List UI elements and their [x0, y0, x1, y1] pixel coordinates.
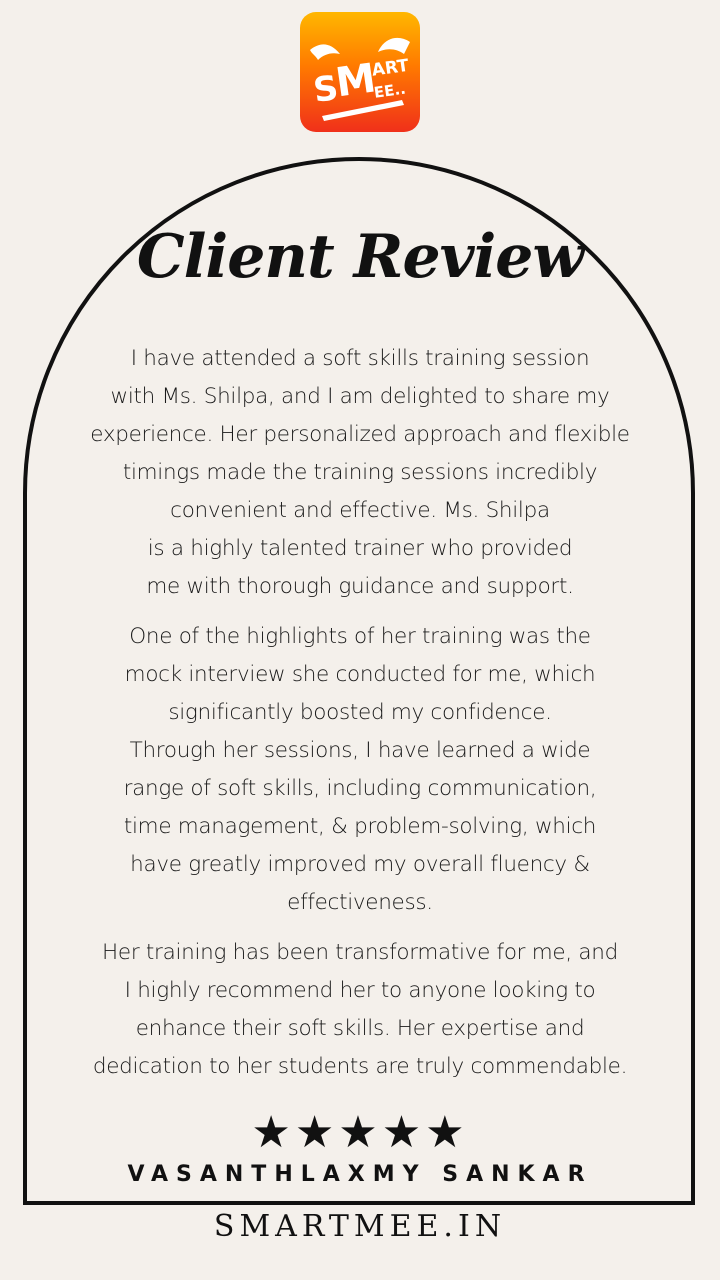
review-line: Her training has been transformative for me, and	[102, 940, 618, 965]
review-line: time management, & problem-solving, which	[123, 814, 597, 839]
review-line: effectiveness.	[287, 890, 433, 915]
svg-text:EE..: EE..	[372, 79, 407, 102]
svg-text:M: M	[332, 55, 379, 107]
svg-text:S: S	[310, 68, 341, 112]
review-line: is a highly talented trainer who provided	[147, 536, 573, 561]
review-paragraph	[40, 934, 680, 1086]
review-line: with Ms. Shilpa, and I am delighted to share my	[110, 384, 610, 409]
review-line: I have attended a soft skills training session	[130, 346, 590, 371]
rating-stars	[0, 1108, 720, 1158]
review-line: One of the highlights of her training was the	[129, 624, 591, 649]
review-paragraph	[40, 340, 680, 606]
review-line: significantly boosted my confidence.	[168, 700, 552, 725]
website-url: SMARTMEE.IN	[213, 1209, 507, 1244]
review-text	[40, 340, 680, 1098]
review-line: dedication to her students are truly commendable.	[92, 1054, 628, 1079]
star-icon: ★	[338, 1107, 382, 1158]
svg-text:ART: ART	[370, 55, 411, 81]
star-icon: ★	[381, 1107, 426, 1158]
smartmee-logo	[300, 12, 420, 132]
review-line: enhance their soft skills. Her expertise and	[135, 1016, 585, 1041]
review-line: mock interview she conducted for me, which	[124, 662, 596, 687]
review-line: have greatly improved my overall fluency &	[130, 852, 590, 877]
review-line: me with thorough guidance and support.	[146, 574, 574, 599]
star-icon: ★	[251, 1107, 295, 1158]
reviewer-name: VASANTHLAXMY SANKAR	[127, 1162, 593, 1187]
review-line: Through her sessions, I have learned a wide	[129, 738, 591, 763]
star-icon: ★	[425, 1107, 469, 1158]
review-line: range of soft skills, including communication,	[123, 776, 597, 801]
review-line: experience. Her personalized approach and flexible	[90, 422, 630, 447]
review-line: I highly recommend her to anyone looking to	[124, 978, 596, 1003]
page-title: Client Review	[136, 222, 584, 292]
review-line: convenient and effective. Ms. Shilpa	[170, 498, 550, 523]
review-line: timings made the training sessions incredibly	[122, 460, 598, 485]
star-icon: ★	[294, 1107, 339, 1158]
review-paragraph	[40, 618, 680, 922]
smartmee-logo-mark	[300, 12, 420, 132]
